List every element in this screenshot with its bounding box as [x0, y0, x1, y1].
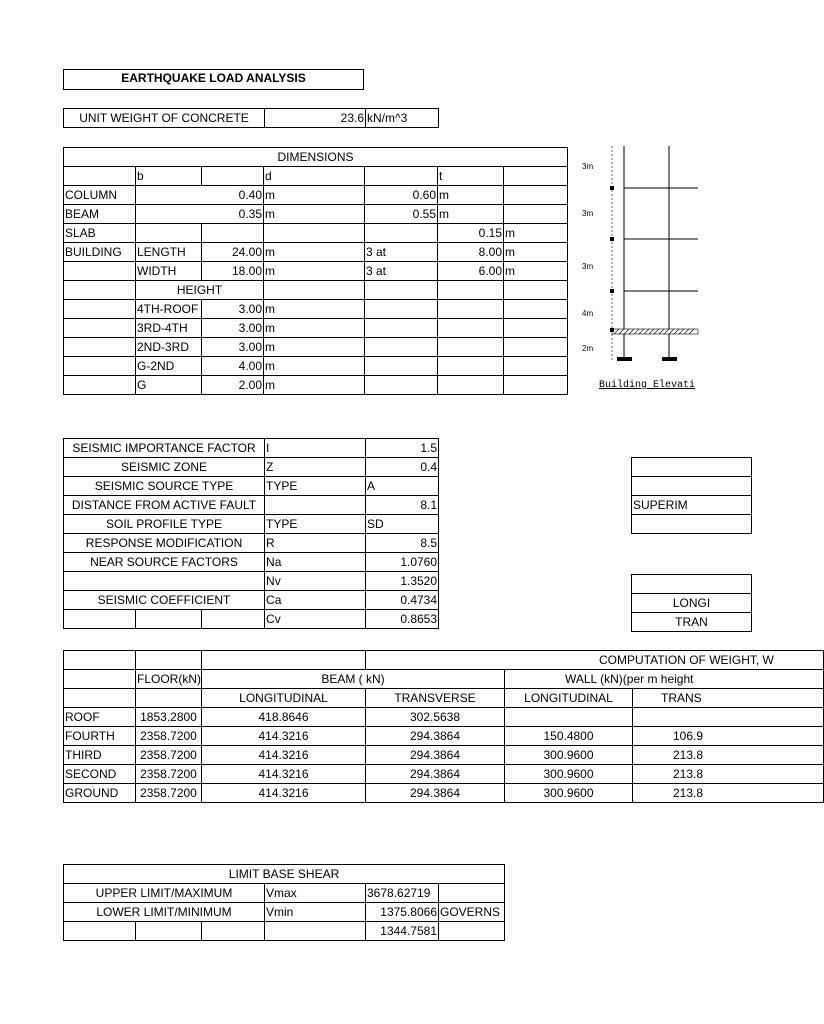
weight-table [63, 650, 824, 803]
right-partial-upper [631, 457, 698, 537]
height-row: G-2ND 4.00 m [64, 357, 568, 376]
seismic-row: Nv 1.3520 [64, 572, 439, 591]
col-b-header: b [136, 167, 202, 186]
elevation-label: 2m [582, 344, 594, 353]
height-row: 3RD-4TH 3.00 m [64, 319, 568, 338]
seismic-row: DISTANCE FROM ACTIVE FAULT 8.1 [64, 496, 439, 515]
lower-limit-row: LOWER LIMIT/MINIMUM Vmin 1375.8066 GOVERNS [64, 903, 505, 922]
seismic-row: RESPONSE MODIFICATION R 8.5 [64, 534, 439, 553]
table-row: THIRD 2358.7200 414.3216 294.3864 300.9600 213.8 [64, 746, 824, 765]
unit-weight-label: UNIT WEIGHT OF CONCRETE [64, 109, 265, 128]
superim-label: SUPERIM [632, 496, 752, 515]
beam-header: BEAM ( kN) [202, 670, 505, 689]
seismic-row: SEISMIC ZONE Z 0.4 [64, 458, 439, 477]
table-row: SECOND 2358.7200 414.3216 294.3864 300.9600 213.8 [64, 765, 824, 784]
building-length-row: BUILDING LENGTH 24.00 m 3 at 8.00 m [64, 243, 568, 262]
computed-base-shear: 1344.7581 [366, 922, 439, 941]
seismic-row: SEISMIC COEFFICIENT Ca 0.4734 [64, 591, 439, 610]
seismic-row: SOIL PROFILE TYPE TYPE SD [64, 515, 439, 534]
tran-label: TRAN [632, 613, 752, 632]
building-elevation [575, 140, 698, 395]
dimensions-table [63, 147, 568, 395]
unit-weight-unit: kN/m^3 [366, 109, 439, 128]
elevation-label: 3m [582, 262, 594, 271]
weight-table-wrap [62, 650, 774, 810]
weight-title: COMPUTATION OF WEIGHT, W [366, 651, 824, 670]
wall-trans-header: TRANS [633, 689, 824, 708]
dimensions-header: DIMENSIONS [64, 148, 568, 167]
wall-long-header: LONGITUDINAL [505, 689, 633, 708]
beam-row: BEAM 0.35 m 0.55 m [64, 205, 568, 224]
seismic-row: SEISMIC SOURCE TYPE TYPE A [64, 477, 439, 496]
seismic-row: NEAR SOURCE FACTORS Na 1.0760 [64, 553, 439, 572]
building-width-row: WIDTH 18.00 m 3 at 6.00 m [64, 262, 568, 281]
table-row: FOURTH 2358.7200 414.3216 294.3864 150.4800 106.9 [64, 727, 824, 746]
elevation-caption: Building Elevati [599, 380, 696, 391]
height-row: 4TH-ROOF 3.00 m [64, 300, 568, 319]
right-partial-lower [631, 574, 711, 634]
height-header: HEIGHT [136, 281, 264, 300]
column-row: COLUMN 0.40 m 0.60 m [64, 186, 568, 205]
floor-header: FLOOR(kN) [136, 670, 202, 689]
beam-trans-header: TRANSVERSE [366, 689, 505, 708]
table-row: ROOF 1853.2800 418.8646 302.5638 [64, 708, 824, 727]
elevation-frame [575, 140, 698, 395]
seismic-table [63, 438, 439, 629]
col-t-header: t [438, 167, 504, 186]
elevation-label: 3m [582, 209, 594, 218]
table-row: GROUND 2358.7200 414.3216 294.3864 300.9600 213.8 [64, 784, 824, 803]
col-d-header: d [264, 167, 365, 186]
elevation-label: 3m [582, 162, 594, 171]
height-row: 2ND-3RD 3.00 m [64, 338, 568, 357]
seismic-row: Cv 0.8653 [64, 610, 439, 629]
slab-row: SLAB 0.15 m [64, 224, 568, 243]
page-title: EARTHQUAKE LOAD ANALYSIS [121, 71, 306, 85]
beam-long-header: LONGITUDINAL [202, 689, 366, 708]
wall-header: WALL (kN)(per m height [505, 670, 824, 689]
height-row: G 2.00 m [64, 376, 568, 395]
upper-limit-row: UPPER LIMIT/MAXIMUM Vmax 3678.62719 [64, 884, 505, 903]
unit-weight-value: 23.6 [265, 109, 366, 128]
unit-weight-table [63, 108, 439, 128]
seismic-row: SEISMIC IMPORTANCE FACTOR I 1.5 [64, 439, 439, 458]
elevation-label: 4m [582, 309, 594, 318]
limit-base-shear-table [63, 864, 505, 941]
longi-label: LONGI [632, 594, 752, 613]
governs-note: GOVERNS [439, 903, 505, 922]
limit-title: LIMIT BASE SHEAR [64, 865, 505, 884]
